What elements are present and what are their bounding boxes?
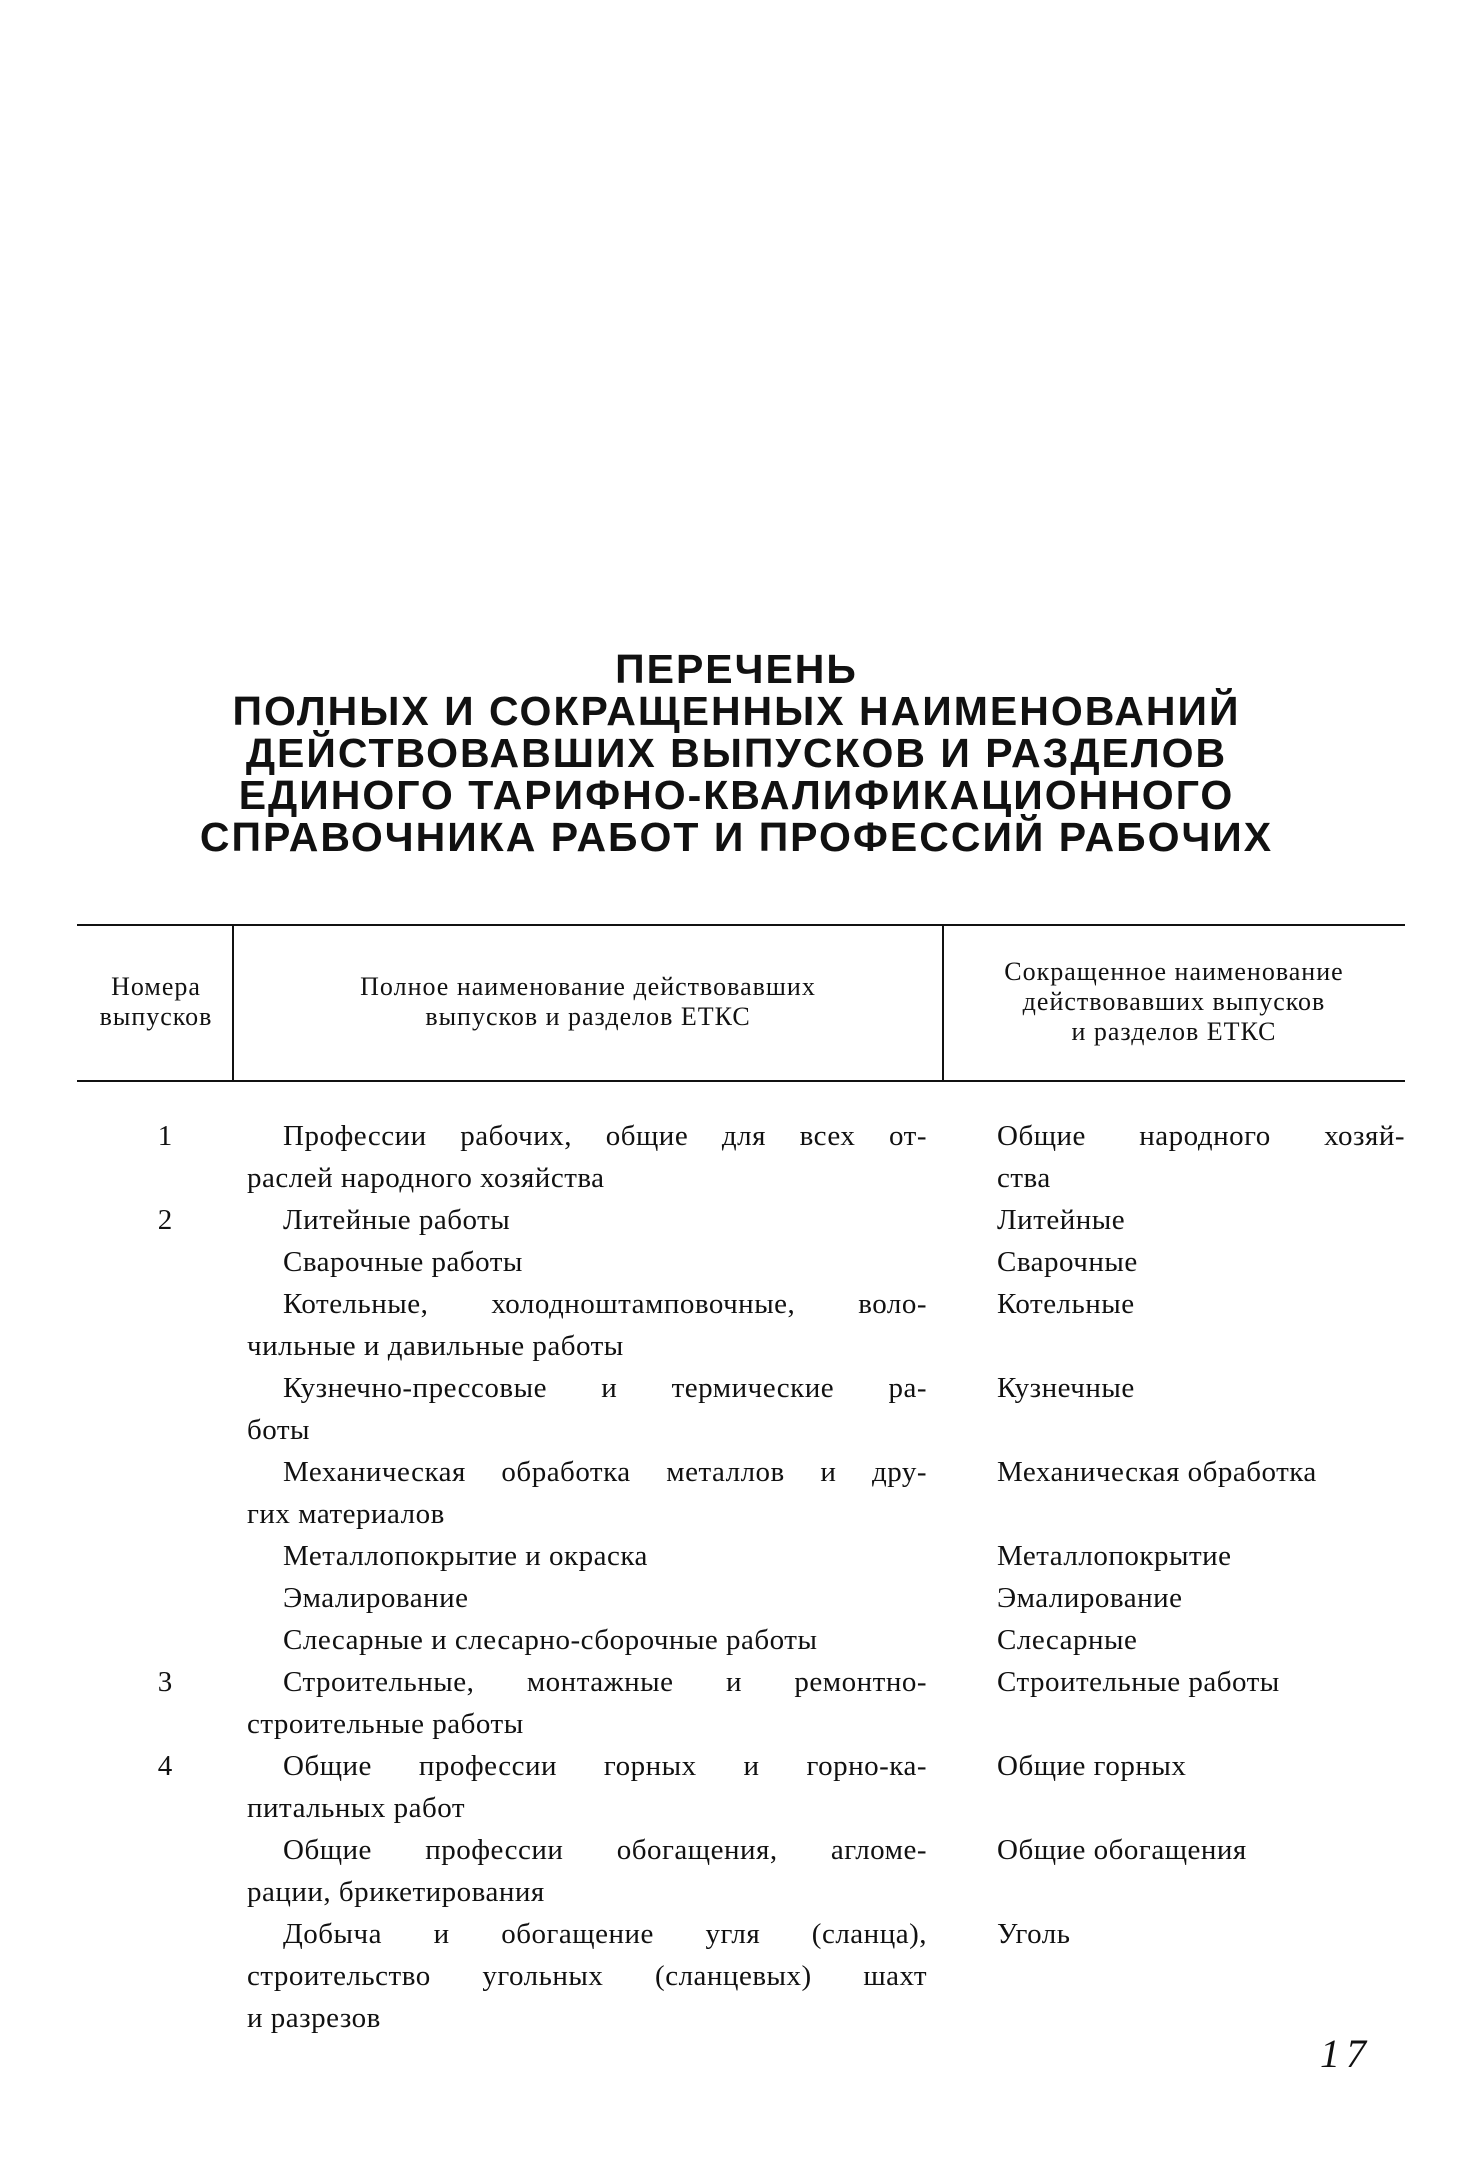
full-name-cell: Механическая обработка металлов и дру- гих материалов — [247, 1456, 927, 1530]
table-header-bottom-rule — [77, 1080, 1405, 1082]
full-name-cell: Кузнечно-прессовые и термические ра- боты — [247, 1372, 927, 1446]
full-name-cell: Металлопокрытие и окраска — [283, 1540, 648, 1572]
table-top-rule — [77, 924, 1405, 926]
full-name-cell: Строительные, монтажные и ремонтно- строительные работы — [247, 1666, 927, 1740]
full-name-cell: Слесарные и слесарно-сборочные работы — [283, 1624, 818, 1656]
full-name-cell: Эмалирование — [283, 1582, 469, 1614]
full-name-cell: Котельные, холодноштамповочные, воло- чильные и давильные работы — [247, 1288, 927, 1362]
full-name-cell: Общие профессии горных и горно-ка- питальных работ — [247, 1750, 927, 1824]
table-column-divider — [232, 924, 234, 1080]
short-name-cell: Общие горных — [997, 1750, 1187, 1782]
header-issue-numbers: Номера выпусков — [99, 972, 213, 1031]
short-name-cell: Уголь — [997, 1918, 1071, 1950]
title-line: ПОЛНЫХ И СОКРАЩЕННЫХ НАИМЕНОВАНИЙ — [232, 688, 1241, 734]
issue-number: 4 — [157, 1750, 173, 1782]
short-name-cell: Эмалирование — [997, 1582, 1183, 1614]
issue-number: 2 — [157, 1204, 173, 1236]
document-title — [0, 648, 1473, 858]
full-name-cell: Общие профессии обогащения, агломе- рации, брикетирования — [247, 1834, 927, 1908]
full-name-cell: Сварочные работы — [283, 1246, 523, 1278]
title-line: ДЕЙСТВОВАВШИХ ВЫПУСКОВ И РАЗДЕЛОВ — [245, 730, 1228, 776]
short-name-cell: Общие народного хозяй- ства — [997, 1120, 1405, 1194]
table-column-divider — [942, 924, 944, 1080]
header-short-name: Сокращенное наименование действовавших выпусков и разделов ЕТКС — [1004, 957, 1344, 1046]
issue-number: 1 — [157, 1120, 173, 1152]
short-name-cell: Кузнечные — [997, 1372, 1135, 1404]
page-number: 17 — [1320, 2031, 1372, 2076]
short-name-cell: Литейные — [997, 1204, 1126, 1236]
full-name-cell: Профессии рабочих, общие для всех от- раслей народного хозяйства — [247, 1120, 927, 1194]
short-name-cell: Металлопокрытие — [997, 1540, 1232, 1572]
short-name-cell: Котельные — [997, 1288, 1135, 1320]
short-name-cell: Общие обогащения — [997, 1834, 1247, 1866]
title-line: СПРАВОЧНИКА РАБОТ И ПРОФЕССИЙ РАБОЧИХ — [199, 814, 1274, 860]
short-name-cell: Слесарные — [997, 1624, 1138, 1656]
short-name-cell: Строительные работы — [997, 1666, 1280, 1698]
full-name-cell: Добыча и обогащение угля (сланца), строительство угольных (сланцевых) шахт и разрезов — [247, 1918, 927, 2034]
header-full-name: Полное наименование действовавших выпусков и разделов ЕТКС — [360, 972, 816, 1031]
title-line: ЕДИНОГО ТАРИФНО-КВАЛИФИКАЦИОННОГО — [238, 772, 1235, 818]
issue-number: 3 — [157, 1666, 173, 1698]
title-line: ПЕРЕЧЕНЬ — [615, 646, 858, 692]
short-name-cell: Механическая обработка — [997, 1456, 1317, 1488]
short-name-cell: Сварочные — [997, 1246, 1138, 1278]
full-name-cell: Литейные работы — [283, 1204, 511, 1236]
